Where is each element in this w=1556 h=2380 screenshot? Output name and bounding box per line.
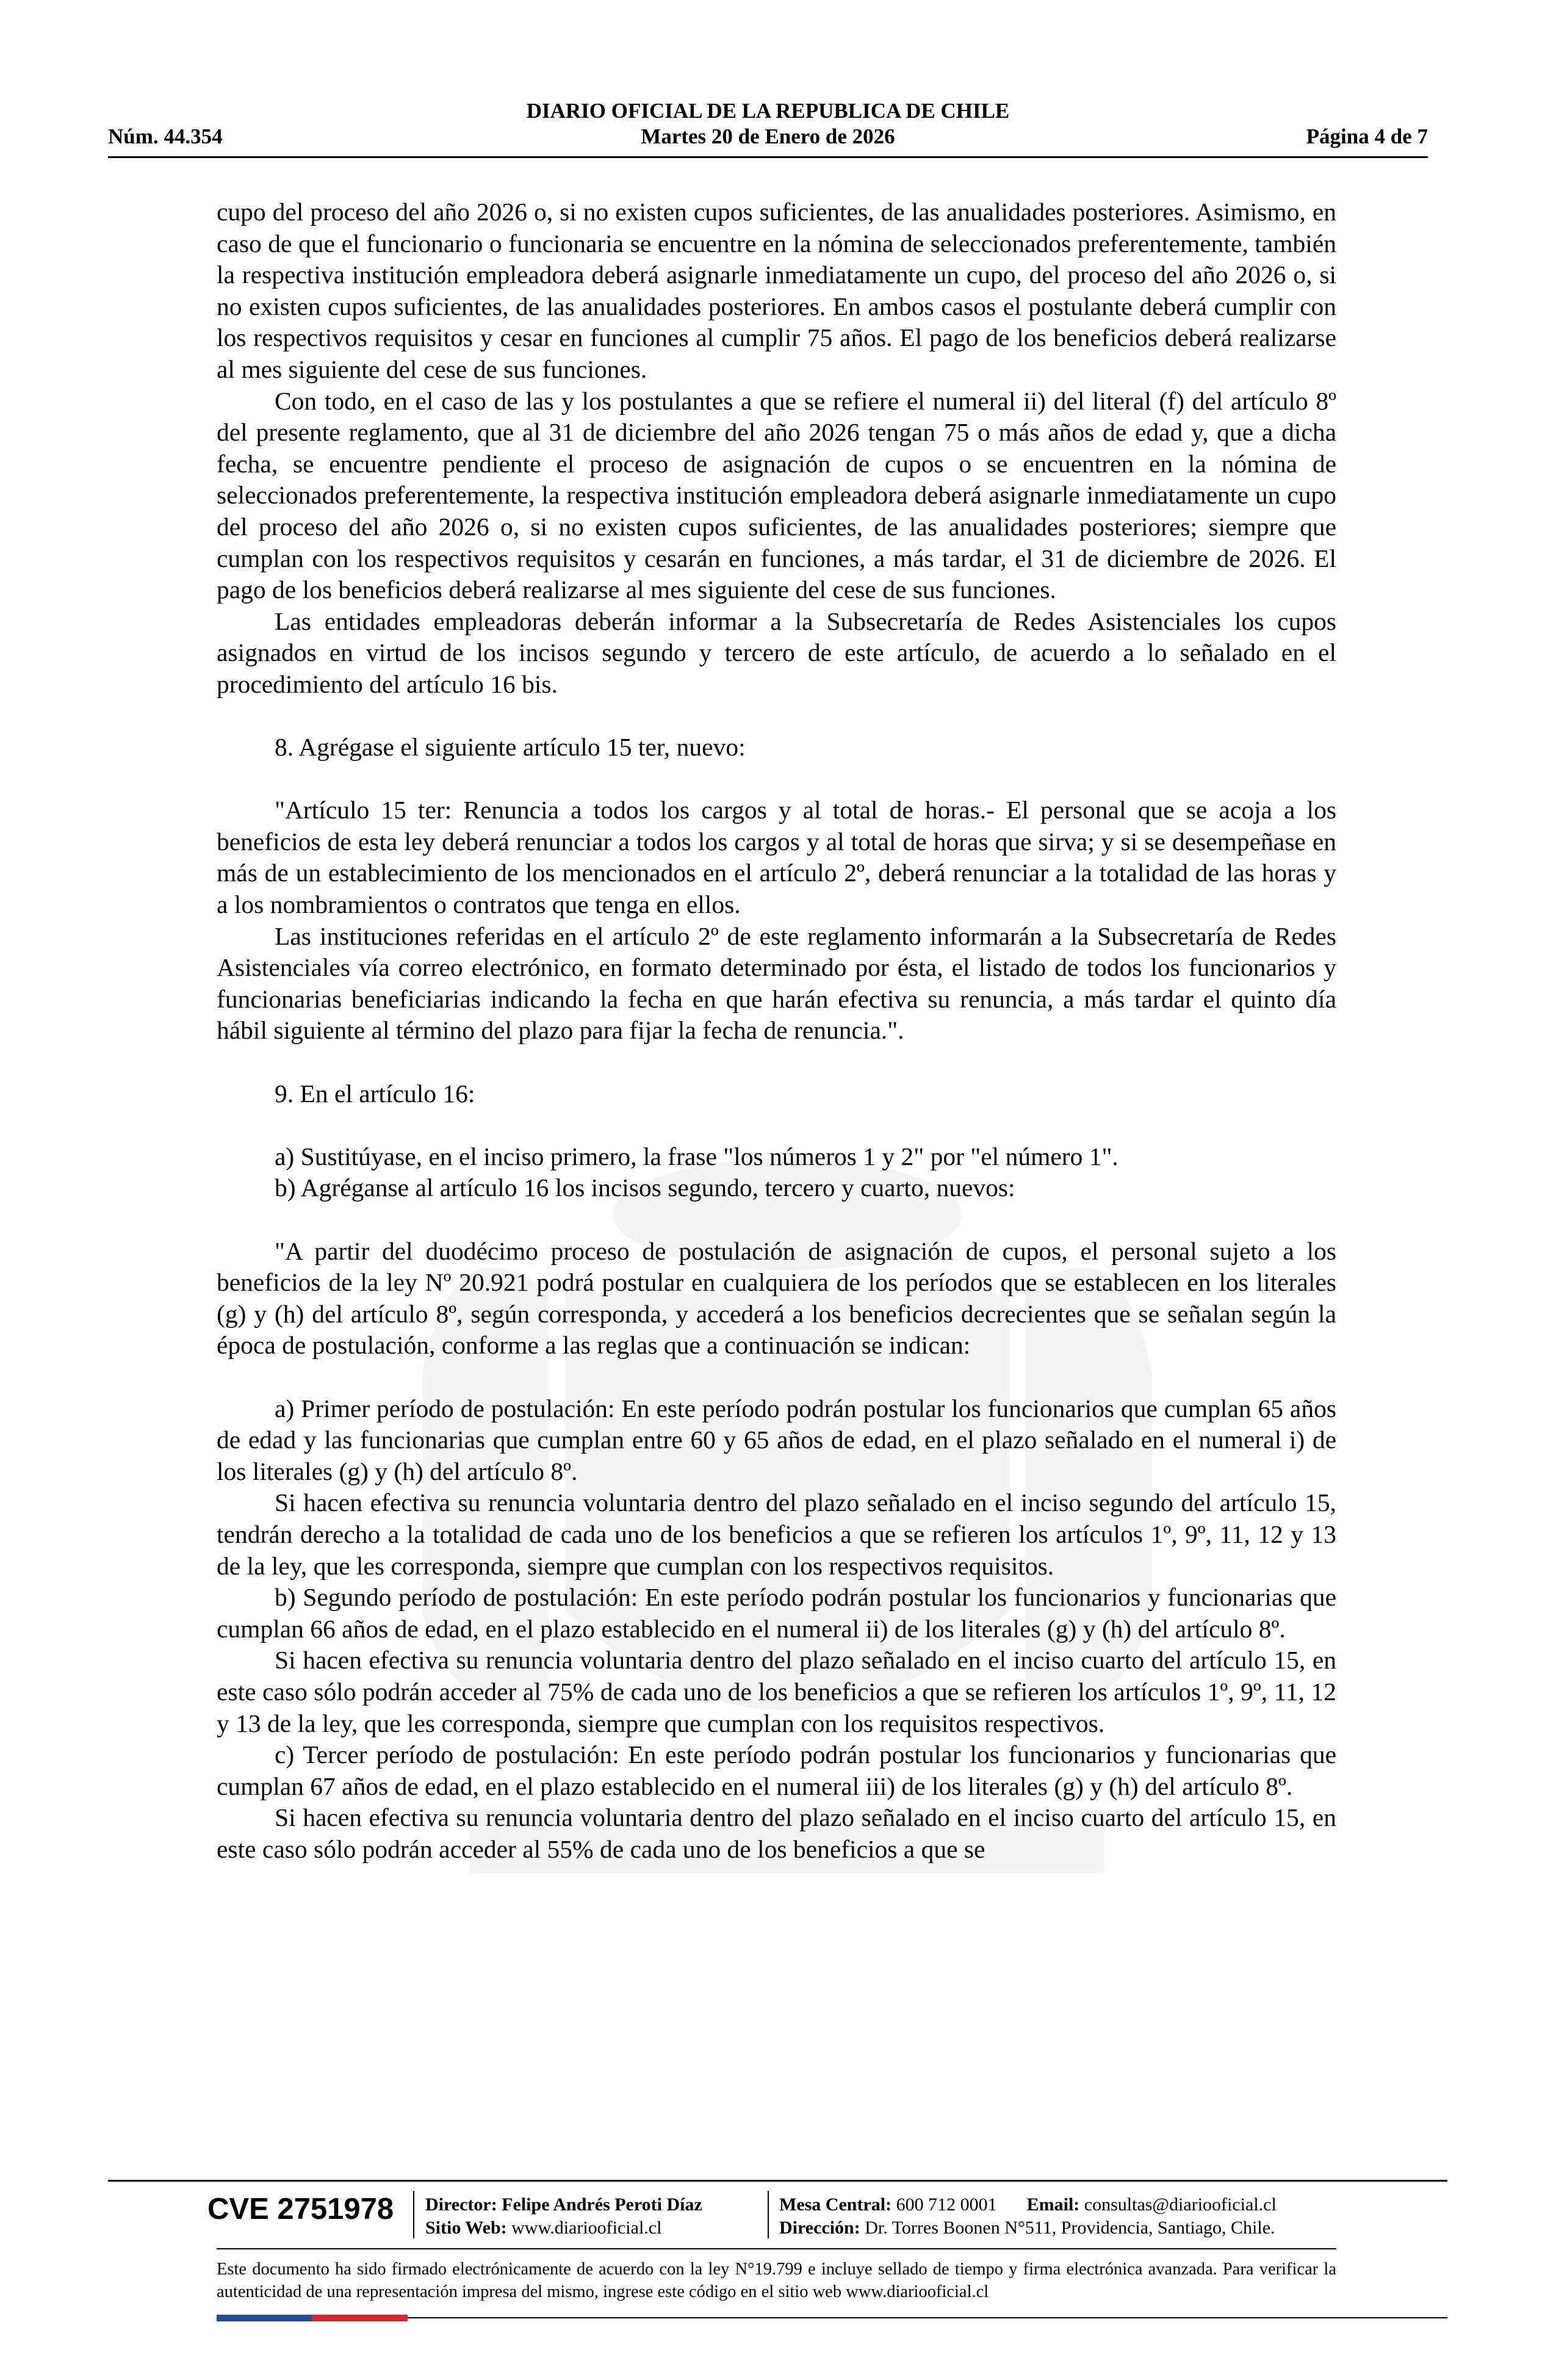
paragraph: Las entidades empleadoras deberán informar a la Subsecretaría de Redes Asistenciales los cupos asignados en virtud de los incisos segundo y tercero de este artículo, de acuerdo a lo señalado en el procedimiento del artículo 16 bis. (217, 607, 1336, 698)
email-link[interactable]: consultas@diariooficial.cl (1084, 2194, 1277, 2215)
footer-divider (108, 2180, 1447, 2182)
list-item: a) Sustitúyase, en el inciso primero, la frase "los números 1 y 2" por "el número 1". (275, 1142, 1118, 1170)
newspaper-title: DIARIO OFICIAL DE LA REPUBLICA DE CHILE (526, 99, 1010, 123)
paragraph: Con todo, en el caso de las y los postulantes a que se refiere el numeral ii) del literal (f) del artículo 8º del presente reglamento, que al 31 de diciembre del año 2026 tengan 75 o más años de edad y, que a dicha fecha, se encuentre pendiente el proceso de asignación de cupos o se encuentren en la nómina de seleccionados preferentemente, la respectiva institución empleadora deberá asignarle inmediatamente un cupo del proceso del año 2026 o, si no existen cupos suficientes, de las anualidades posteriores; siempre que cumplan con los respectivos requisitos y cesarán en funciones, a más tardar, el 31 de diciembre de 2026. El pago de los beneficios deberá realizarse al mes siguiente del cese de sus funciones. (217, 386, 1336, 604)
paragraph: c) Tercer período de postulación: En este período podrán postular los funcionarios y funcionarias que cumplan 67 años de edad, en el plazo establecido en el numeral iii) de los literales (g) y (h) del artículo 8º. (217, 1740, 1336, 1800)
director-line (425, 2193, 702, 2216)
paragraph: Si hacen efectiva su renuncia voluntaria dentro del plazo señalado en el inciso cuarto del artículo 15, en este caso sólo podrán acceder al 55% de cada uno de los beneficios a que se (217, 1803, 1336, 1863)
page-header (108, 98, 1428, 157)
issue-number: Núm. 44.354 (108, 124, 223, 148)
flag-stripe-blue (217, 2315, 312, 2321)
website-label: Sitio Web: (425, 2218, 507, 2238)
page-number: Página 4 de 7 (1306, 124, 1428, 148)
paragraph: "Artículo 15 ter: Renuncia a todos los cargos y al total de horas.- El personal que se acoja a los beneficios de esta ley deberá renunciar a todos los cargos y al total de horas que sirva; y si se desempeñase en más de un establecimiento de los mencionados en el artículo 2º, deberá renunciar a la totalidad de las horas y a los nombramientos o contratos que tenga en ellos. (217, 796, 1336, 919)
address-text: Dr. Torres Boonen N°511, Providencia, Santiago, Chile. (865, 2218, 1275, 2238)
footer-divider (408, 2317, 1447, 2318)
director-name: Felipe Andrés Peroti Díaz (502, 2194, 702, 2215)
issue-date: Martes 20 de Enero de 2026 (641, 124, 895, 148)
section-heading: 9. En el artículo 16: (275, 1079, 475, 1108)
legal-notice: Este documento ha sido firmado electrónicamente de acuerdo con la ley N°19.799 e incluye sellado de tiempo y firma electrónica avanzada. Para verificar la autenticidad de una representación impresa del mismo, ingrese este código en el sitio web www.diariooficial.cl (217, 2260, 1336, 2301)
document-body (217, 197, 1336, 1865)
address-line (779, 2216, 1275, 2240)
director-label: Director: (425, 2194, 497, 2215)
email-label: Email: (1026, 2194, 1080, 2215)
cve-code: CVE 2751978 (207, 2193, 394, 2226)
website-link[interactable]: www.diariooficial.cl (511, 2218, 662, 2238)
flag-stripe-red (312, 2315, 408, 2321)
section-heading: 8. Agrégase el siguiente artículo 15 ter, nuevo: (275, 733, 746, 762)
website-line (425, 2216, 661, 2240)
address-label: Dirección: (779, 2218, 860, 2238)
header-divider (108, 156, 1428, 158)
list-item: b) Agréganse al artículo 16 los incisos segundo, tercero y cuarto, nuevos: (275, 1174, 1015, 1202)
paragraph: Las instituciones referidas en el artículo 2º de este reglamento informarán a la Subsecretaría de Redes Asistenciales vía correo electrónico, en formato determinado por ésta, el listado de todos los funcionarios y funcionarias beneficiarias indicando la fecha en que harán efectiva su renuncia, a más tardar el quinto día hábil siguiente al término del plazo para fijar la fecha de renuncia.". (217, 921, 1336, 1045)
paragraph: a) Primer período de postulación: En este período podrán postular los funcionarios que cumplan 65 años de edad y las funcionarias que cumplan entre 60 y 65 años de edad, en el plazo señalado en el numeral i) de los literales (g) y (h) del artículo 8º. (217, 1394, 1336, 1485)
paragraph: cupo del proceso del año 2026 o, si no existen cupos suficientes, de las anualidades posteriores. Asimismo, en caso de que el funcionario o funcionaria se encuentre en la nómina de seleccionados preferentemente, también la respectiva institución empleadora deberá asignarle inmediatamente un cupo, del proceso del año 2026 o, si no existen cupos suficientes, de las anualidades posteriores. En ambos casos el postulante deberá cumplir con los respectivos requisitos y cesar en funciones al cumplir 75 años. El pago de los beneficios deberá realizarse al mes siguiente del cese de sus funciones. (217, 198, 1336, 383)
phone-number: 600 712 0001 (896, 2194, 997, 2215)
phone-label: Mesa Central: (779, 2194, 892, 2215)
paragraph: Si hacen efectiva su renuncia voluntaria dentro del plazo señalado en el inciso segundo del artículo 15, tendrán derecho a la totalidad de cada uno de los beneficios a que se refieren los artículos 1º, 9º, 11, 12 y 13 de la ley, que les corresponda, siempre que cumplan con los respectivos requisitos. (217, 1488, 1336, 1580)
footer-separator (768, 2191, 769, 2238)
paragraph: "A partir del duodécimo proceso de postulación de asignación de cupos, el personal sujeto a los beneficios de la ley Nº 20.921 podrá postular en cualquiera de los períodos que se establecen en los literales (g) y (h) del artículo 8º, según corresponda, y accederá a los beneficios decrecientes que se señalan según la época de postulación, conforme a las reglas que a continuación se indican: (217, 1236, 1336, 1360)
footer-separator (413, 2191, 414, 2238)
phone-line (779, 2193, 1277, 2216)
paragraph: Si hacen efectiva su renuncia voluntaria dentro del plazo señalado en el inciso cuarto del artículo 15, en este caso sólo podrán acceder al 75% de cada uno de los beneficios a que se refieren los artículos 1º, 9º, 11, 12 y 13 de la ley, que les corresponda, siempre que cumplan con los requisitos respectivos. (217, 1646, 1336, 1737)
footer-divider (217, 2248, 1336, 2249)
paragraph: b) Segundo período de postulación: En este período podrán postular los funcionarios y funcionarias que cumplan 66 años de edad, en el plazo establecido en el numeral ii) de los literales (g) y (h) del artículo 8º. (217, 1583, 1336, 1643)
